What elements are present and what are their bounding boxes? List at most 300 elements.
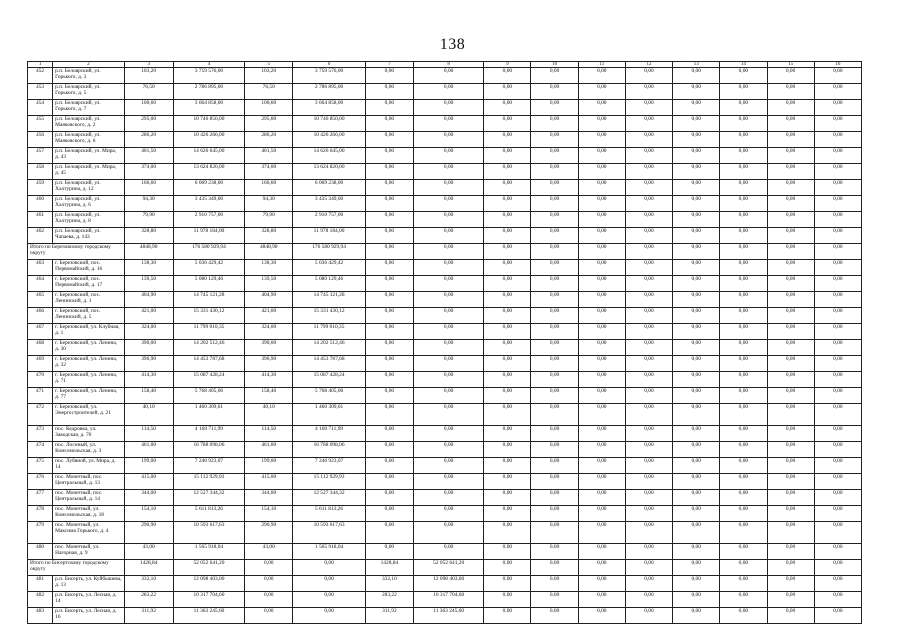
value-cell: 0,00 <box>814 592 861 608</box>
value-cell: 0,00 <box>720 148 767 164</box>
value-cell: 286,20 <box>245 132 293 148</box>
value-cell: 295,00 <box>124 116 173 132</box>
row-number: 475 <box>28 458 53 474</box>
value-cell: 0,00 <box>625 276 672 292</box>
value-cell: 0,00 <box>365 442 413 458</box>
value-cell: 0,00 <box>414 116 484 132</box>
value-cell: 0,00 <box>673 544 720 560</box>
value-cell: 0,00 <box>625 404 672 426</box>
value-cell: 4 169 711,99 <box>293 426 365 442</box>
value-cell: 0,00 <box>414 276 484 292</box>
value-cell: 0,00 <box>625 148 672 164</box>
value-cell: 0,00 <box>484 276 531 292</box>
value-cell: 0,00 <box>245 576 293 592</box>
value-cell: 0,00 <box>814 324 861 340</box>
value-cell: 0,00 <box>365 276 413 292</box>
value-cell: 414,30 <box>124 372 173 388</box>
row-number: 473 <box>28 426 53 442</box>
value-cell: 0,00 <box>814 522 861 544</box>
value-cell: 0,00 <box>767 84 814 100</box>
value-cell: 0,00 <box>767 292 814 308</box>
value-cell: 0,00 <box>673 442 720 458</box>
value-cell: 0,00 <box>531 388 578 404</box>
value-cell: 0,00 <box>484 522 531 544</box>
value-cell: 14 745 121,28 <box>173 292 244 308</box>
value-cell: 324,00 <box>124 324 173 340</box>
value-cell: 0,00 <box>767 196 814 212</box>
value-cell: 10 746 850,00 <box>293 116 365 132</box>
value-cell: 103,20 <box>124 68 173 84</box>
row-number: 480 <box>28 544 53 560</box>
value-cell: 12 098 403,00 <box>414 576 484 592</box>
value-cell: 0,00 <box>245 608 293 624</box>
row-number: 469 <box>28 356 53 372</box>
value-cell: 0,00 <box>531 608 578 624</box>
value-cell: 0,00 <box>814 442 861 458</box>
value-cell: 0,00 <box>365 404 413 426</box>
value-cell: 0,00 <box>673 576 720 592</box>
address-cell: р.п. Белоярский, ул. Горького, д. 5 <box>53 84 124 100</box>
value-cell: 114,50 <box>245 426 293 442</box>
value-cell: 0,00 <box>245 592 293 608</box>
value-cell: 14 626 645,00 <box>173 148 244 164</box>
table-row <box>28 474 862 490</box>
value-cell: 5 611 813,26 <box>173 506 244 522</box>
value-cell: 0,00 <box>484 228 531 244</box>
value-cell: 12 527 344,32 <box>293 490 365 506</box>
value-cell: 0,00 <box>767 592 814 608</box>
table-row <box>28 180 862 196</box>
table-row <box>28 164 862 180</box>
value-cell: 0,00 <box>673 84 720 100</box>
value-cell: 396,90 <box>245 356 293 372</box>
address-cell: пос. Лосиный, ул. Комсомольская, д. 3 <box>53 442 124 458</box>
address-cell: г. Березовский, ул. Клубная, д. 1 <box>53 324 124 340</box>
value-cell: 0,00 <box>814 196 861 212</box>
value-cell: 0,00 <box>625 522 672 544</box>
address-cell: г. Березовский, пос. Ленинский, д. 5 <box>53 308 124 324</box>
value-cell: 0,00 <box>531 490 578 506</box>
value-cell: 0,00 <box>767 490 814 506</box>
value-cell: 0,00 <box>484 474 531 490</box>
value-cell: 0,00 <box>531 458 578 474</box>
value-cell: 0,00 <box>365 164 413 180</box>
value-cell: 138,30 <box>245 260 293 276</box>
value-cell: 0,00 <box>578 388 625 404</box>
column-number: 16 <box>814 62 861 68</box>
value-cell: 0,00 <box>625 228 672 244</box>
value-cell: 0,00 <box>578 228 625 244</box>
table-row <box>28 426 862 442</box>
subtotal-value: 0,00 <box>531 560 578 576</box>
value-cell: 0,00 <box>720 506 767 522</box>
value-cell: 0,00 <box>365 458 413 474</box>
value-cell: 1 565 918,04 <box>173 544 244 560</box>
value-cell: 0,00 <box>625 308 672 324</box>
value-cell: 0,00 <box>814 148 861 164</box>
value-cell: 0,00 <box>673 260 720 276</box>
value-cell: 0,00 <box>484 100 531 116</box>
value-cell: 0,00 <box>578 426 625 442</box>
value-cell: 311,92 <box>365 608 413 624</box>
value-cell: 40,10 <box>124 404 173 426</box>
value-cell: 12 527 344,32 <box>173 490 244 506</box>
value-cell: 0,00 <box>484 576 531 592</box>
value-cell: 332,10 <box>365 576 413 592</box>
row-number: 463 <box>28 260 53 276</box>
table-row <box>28 388 862 404</box>
value-cell: 0,00 <box>673 180 720 196</box>
subtotal-value: 0,00 <box>720 244 767 260</box>
value-cell: 0,00 <box>625 608 672 624</box>
value-cell: 0,00 <box>531 68 578 84</box>
address-cell: пос. Монетный, пос. Центральный, д. 13 <box>53 474 124 490</box>
value-cell: 0,00 <box>720 388 767 404</box>
value-cell: 414,30 <box>245 372 293 388</box>
value-cell: 0,00 <box>814 544 861 560</box>
value-cell: 0,00 <box>414 442 484 458</box>
value-cell: 0,00 <box>673 132 720 148</box>
value-cell: 0,00 <box>414 228 484 244</box>
subtotal-value: 4848,90 <box>124 244 173 260</box>
row-number: 459 <box>28 180 53 196</box>
value-cell: 0,00 <box>814 116 861 132</box>
value-cell: 0,00 <box>365 308 413 324</box>
value-cell: 0,00 <box>625 84 672 100</box>
address-cell: р.п. Белоярский, ул. Горького, д. 3 <box>53 68 124 84</box>
value-cell: 0,00 <box>365 522 413 544</box>
value-cell: 415,00 <box>245 474 293 490</box>
value-cell: 0,00 <box>673 116 720 132</box>
value-cell: 311,92 <box>124 608 173 624</box>
value-cell: 1 460 309,61 <box>293 404 365 426</box>
value-cell: 0,00 <box>531 260 578 276</box>
table-row <box>28 196 862 212</box>
value-cell: 0,00 <box>531 324 578 340</box>
column-number: 5 <box>245 62 293 68</box>
value-cell: 0,00 <box>578 116 625 132</box>
table-row <box>28 308 862 324</box>
value-cell: 0,00 <box>767 68 814 84</box>
value-cell: 0,00 <box>365 426 413 442</box>
value-cell: 374,00 <box>245 164 293 180</box>
value-cell: 0,00 <box>365 68 413 84</box>
value-cell: 0,00 <box>625 260 672 276</box>
row-number: 481 <box>28 576 53 592</box>
value-cell: 0,00 <box>720 576 767 592</box>
value-cell: 0,00 <box>720 276 767 292</box>
table-row <box>28 490 862 506</box>
subtotal-value: 0,00 <box>673 244 720 260</box>
value-cell: 0,00 <box>365 506 413 522</box>
value-cell: 0,00 <box>531 196 578 212</box>
value-cell: 0,00 <box>720 292 767 308</box>
value-cell: 14 202 512,46 <box>293 340 365 356</box>
value-cell: 0,00 <box>578 308 625 324</box>
row-number: 482 <box>28 592 53 608</box>
value-cell: 0,00 <box>414 148 484 164</box>
value-cell: 0,00 <box>531 576 578 592</box>
value-cell: 5 768 405,06 <box>293 388 365 404</box>
value-cell: 0,00 <box>767 132 814 148</box>
value-cell: 421,00 <box>124 308 173 324</box>
row-number: 454 <box>28 100 53 116</box>
value-cell: 0,00 <box>720 522 767 544</box>
value-cell: 7 246 923,07 <box>173 458 244 474</box>
value-cell: 0,00 <box>531 308 578 324</box>
subtotal-value: 0,00 <box>814 560 861 576</box>
value-cell: 0,00 <box>531 372 578 388</box>
value-cell: 0,00 <box>767 356 814 372</box>
value-cell: 0,00 <box>767 260 814 276</box>
value-cell: 0,00 <box>673 356 720 372</box>
value-cell: 11 363 245,60 <box>414 608 484 624</box>
value-cell: 0,00 <box>673 388 720 404</box>
address-cell: р.п. Белоярский, ул. Мира, д. 43 <box>53 148 124 164</box>
value-cell: 0,00 <box>578 164 625 180</box>
value-cell: 0,00 <box>720 324 767 340</box>
value-cell: 0,00 <box>484 340 531 356</box>
value-cell: 0,00 <box>484 372 531 388</box>
address-cell: г. Березовский, ул. Ленина, д. 77 <box>53 388 124 404</box>
value-cell: 0,00 <box>767 100 814 116</box>
value-cell: 15 112 929,93 <box>293 474 365 490</box>
value-cell: 0,00 <box>531 592 578 608</box>
value-cell: 10 593 617,63 <box>173 522 244 544</box>
value-cell: 0,00 <box>531 544 578 560</box>
value-cell: 76,50 <box>124 84 173 100</box>
value-cell: 166,60 <box>245 180 293 196</box>
value-cell: 461,00 <box>124 442 173 458</box>
value-cell: 14 453 787,68 <box>173 356 244 372</box>
value-cell: 0,00 <box>814 340 861 356</box>
address-cell: р.п. Белоярский, ул. Халтурина, д. 12 <box>53 180 124 196</box>
value-cell: 0,00 <box>531 522 578 544</box>
value-cell: 0,00 <box>767 442 814 458</box>
table-row <box>28 292 862 308</box>
value-cell: 0,00 <box>720 426 767 442</box>
table-row <box>28 506 862 522</box>
value-cell: 0,00 <box>767 522 814 544</box>
value-cell: 10 317 704,60 <box>173 592 244 608</box>
value-cell: 0,00 <box>531 164 578 180</box>
value-cell: 3 664 858,00 <box>173 100 244 116</box>
value-cell: 290,90 <box>124 522 173 544</box>
value-cell: 40,10 <box>245 404 293 426</box>
column-number: 4 <box>173 62 244 68</box>
table-row <box>28 372 862 388</box>
value-cell: 0,00 <box>484 68 531 84</box>
value-cell: 0,00 <box>814 164 861 180</box>
value-cell: 0,00 <box>673 164 720 180</box>
table-row <box>28 458 862 474</box>
value-cell: 0,00 <box>414 196 484 212</box>
value-cell: 0,00 <box>414 356 484 372</box>
value-cell: 0,00 <box>625 442 672 458</box>
value-cell: 0,00 <box>578 292 625 308</box>
value-cell: 14 745 121,28 <box>293 292 365 308</box>
subtotal-value: 0,00 <box>578 560 625 576</box>
value-cell: 0,00 <box>531 180 578 196</box>
value-cell: 0,00 <box>484 490 531 506</box>
value-cell: 0,00 <box>814 228 861 244</box>
value-cell: 16 788 098,06 <box>293 442 365 458</box>
value-cell: 0,00 <box>414 522 484 544</box>
column-number: 1 <box>28 62 53 68</box>
value-cell: 0,00 <box>293 592 365 608</box>
value-cell: 5 036 429,42 <box>173 260 244 276</box>
value-cell: 404,90 <box>245 292 293 308</box>
value-cell: 396,90 <box>124 356 173 372</box>
row-number: 457 <box>28 148 53 164</box>
value-cell: 0,00 <box>484 84 531 100</box>
column-number: 6 <box>293 62 365 68</box>
column-number: 11 <box>578 62 625 68</box>
row-number: 474 <box>28 442 53 458</box>
column-number: 15 <box>767 62 814 68</box>
value-cell: 5 768 405,06 <box>173 388 244 404</box>
value-cell: 0,00 <box>767 388 814 404</box>
subtotal-value: 0,00 <box>673 560 720 576</box>
value-cell: 0,00 <box>673 592 720 608</box>
subtotal-value: 0,00 <box>625 560 672 576</box>
value-cell: 0,00 <box>720 260 767 276</box>
value-cell: 0,00 <box>484 608 531 624</box>
row-number: 477 <box>28 490 53 506</box>
table-row <box>28 212 862 228</box>
value-cell: 0,00 <box>484 442 531 458</box>
value-cell: 0,00 <box>767 228 814 244</box>
value-cell: 2 786 895,00 <box>293 84 365 100</box>
table-row <box>28 276 862 292</box>
value-cell: 0,00 <box>814 506 861 522</box>
value-cell: 2 786 895,00 <box>173 84 244 100</box>
value-cell: 0,00 <box>720 608 767 624</box>
address-cell: г. Березовский, ул. Энергостроителей, д. 21 <box>53 404 124 426</box>
subtotal-value: 4848,90 <box>245 244 293 260</box>
value-cell: 0,00 <box>625 180 672 196</box>
row-number: 483 <box>28 608 53 624</box>
value-cell: 0,00 <box>484 592 531 608</box>
value-cell: 3 759 576,00 <box>293 68 365 84</box>
value-cell: 0,00 <box>767 458 814 474</box>
value-cell: 154,10 <box>124 506 173 522</box>
value-cell: 0,00 <box>484 388 531 404</box>
value-cell: 7 246 923,07 <box>293 458 365 474</box>
value-cell: 0,00 <box>414 474 484 490</box>
value-cell: 0,00 <box>767 404 814 426</box>
value-cell: 0,00 <box>625 132 672 148</box>
row-number: 468 <box>28 340 53 356</box>
value-cell: 0,00 <box>531 506 578 522</box>
value-cell: 5 611 813,26 <box>293 506 365 522</box>
table-row <box>28 100 862 116</box>
address-cell: р.п. Бисерть, ул. Лесная, д. 14 <box>53 592 124 608</box>
value-cell: 0,00 <box>625 340 672 356</box>
address-cell: пос. Монетный, пос. Центральный, д. 14 <box>53 490 124 506</box>
value-cell: 0,00 <box>484 164 531 180</box>
value-cell: 332,10 <box>124 576 173 592</box>
column-number: 14 <box>720 62 767 68</box>
value-cell: 0,00 <box>414 100 484 116</box>
table-row <box>28 228 862 244</box>
value-cell: 0,00 <box>814 458 861 474</box>
subtotal-value: 176 580 929,94 <box>293 244 365 260</box>
value-cell: 0,00 <box>531 426 578 442</box>
address-cell: р.п. Белоярский, ул. Халтурина, д. 8 <box>53 212 124 228</box>
value-cell: 0,00 <box>625 100 672 116</box>
value-cell: 0,00 <box>720 68 767 84</box>
value-cell: 0,00 <box>414 372 484 388</box>
value-cell: 0,00 <box>531 212 578 228</box>
value-cell: 0,00 <box>484 148 531 164</box>
address-cell: р.п. Бисерть, ул. Куйбышева, д. 13 <box>53 576 124 592</box>
value-cell: 0,00 <box>625 356 672 372</box>
row-number: 479 <box>28 522 53 544</box>
column-number: 9 <box>484 62 531 68</box>
value-cell: 0,00 <box>578 490 625 506</box>
value-cell: 0,00 <box>531 276 578 292</box>
value-cell: 0,00 <box>414 458 484 474</box>
value-cell: 11 978 184,00 <box>293 228 365 244</box>
value-cell: 154,10 <box>245 506 293 522</box>
value-cell: 0,00 <box>767 308 814 324</box>
address-cell: г. Березовский, ул. Ленина, д. 71 <box>53 372 124 388</box>
subtotal-value: 0,00 <box>767 244 814 260</box>
value-cell: 0,00 <box>767 608 814 624</box>
value-cell: 0,00 <box>414 426 484 442</box>
value-cell: 328,80 <box>245 228 293 244</box>
value-cell: 94,30 <box>124 196 173 212</box>
value-cell: 0,00 <box>814 404 861 426</box>
value-cell: 0,00 <box>720 458 767 474</box>
value-cell: 0,00 <box>414 132 484 148</box>
value-cell: 0,00 <box>484 426 531 442</box>
value-cell: 0,00 <box>625 426 672 442</box>
value-cell: 0,00 <box>484 132 531 148</box>
value-cell: 0,00 <box>414 388 484 404</box>
value-cell: 0,00 <box>484 324 531 340</box>
value-cell: 0,00 <box>673 228 720 244</box>
value-cell: 15 112 929,93 <box>173 474 244 490</box>
value-cell: 0,00 <box>578 608 625 624</box>
value-cell: 0,00 <box>814 308 861 324</box>
value-cell: 100,60 <box>245 100 293 116</box>
subtotal-value: 0,00 <box>293 560 365 576</box>
column-number: 12 <box>625 62 672 68</box>
table-row <box>28 608 862 624</box>
table-row <box>28 260 862 276</box>
value-cell: 2 910 757,00 <box>173 212 244 228</box>
value-cell: 0,00 <box>531 148 578 164</box>
value-cell: 43,00 <box>124 544 173 560</box>
row-number: 476 <box>28 474 53 490</box>
row-number: 470 <box>28 372 53 388</box>
value-cell: 0,00 <box>625 388 672 404</box>
value-cell: 0,00 <box>484 356 531 372</box>
value-cell: 0,00 <box>365 356 413 372</box>
value-cell: 0,00 <box>625 324 672 340</box>
address-cell: г. Березовский, ул. Ленина, д. 30 <box>53 340 124 356</box>
value-cell: 0,00 <box>625 212 672 228</box>
value-cell: 0,00 <box>767 544 814 560</box>
value-cell: 0,00 <box>673 292 720 308</box>
value-cell: 0,00 <box>814 356 861 372</box>
row-number: 465 <box>28 292 53 308</box>
value-cell: 114,50 <box>124 426 173 442</box>
value-cell: 0,00 <box>625 592 672 608</box>
value-cell: 0,00 <box>673 474 720 490</box>
